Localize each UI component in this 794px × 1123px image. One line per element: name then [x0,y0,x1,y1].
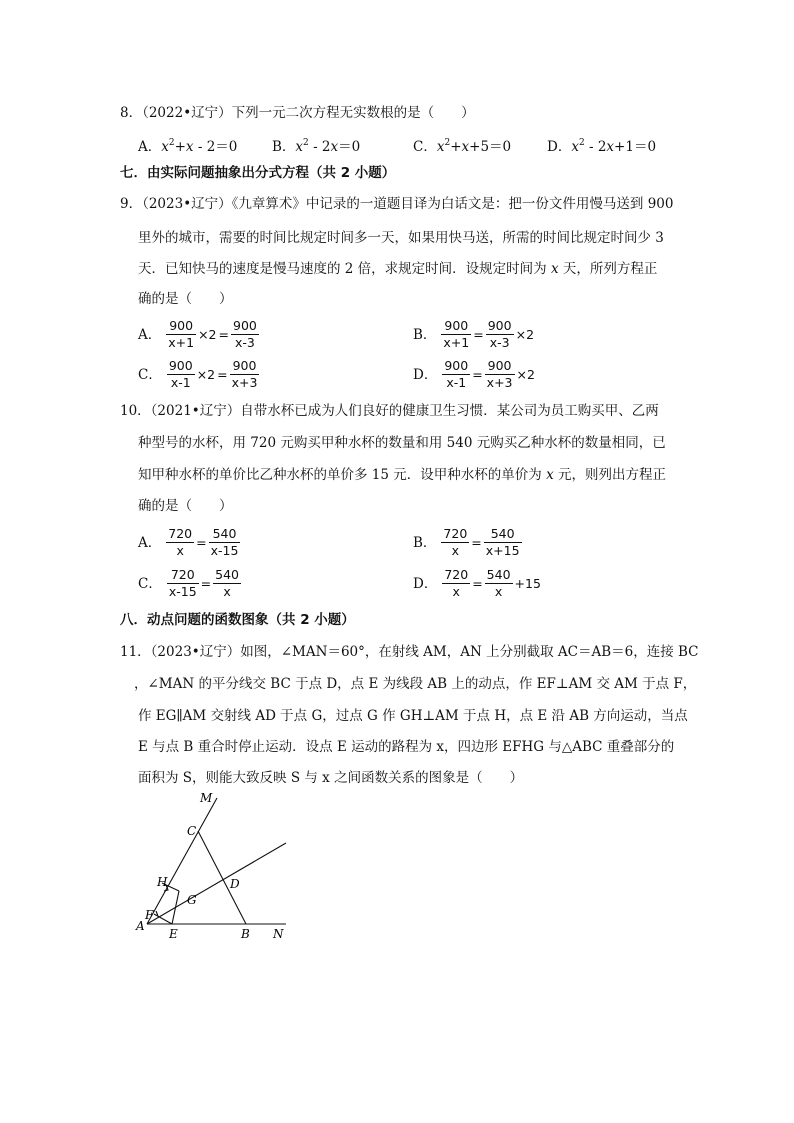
q11-line-4: E 与点 B 重合时停止运动．设点 E 运动的路程为 x，四边形 EFHG 与△ABC 重叠部分的 [138,739,675,755]
label-a: A [136,919,145,933]
label-e: E [169,927,178,941]
q10-option-d: D． $\frac{720}{x}$ = $\frac{540}{x}$ +15 [413,567,541,599]
ray-ad [147,843,286,924]
label-h: H [157,875,168,889]
q10-line-3: 知甲种水杯的单价比乙种水杯的单价多 15 元．设甲种水杯的单价为 x 元，则列出方程正 [138,467,666,483]
segment-eg [172,891,179,924]
label-d: D [230,877,240,891]
q9-option-a: A． $\frac{900}{x+1}$ ×2 = $\frac{900}{x-3}$ [138,318,257,350]
label-n: N [273,927,284,941]
q9-line-3: 天．已知快马的速度是慢马速度的 2 倍，求规定时间．设规定时间为 x 天，所列方程正 [138,261,658,277]
section-8-heading: 八．动点问题的函数图象（共 2 小题） [120,612,355,628]
label-c: C [187,824,197,838]
q9-line-2: 里外的城市，需要的时间比规定时间多一天，如果用快马送，所需的时间比规定时间少 3 [138,230,664,246]
label-f: F [145,908,154,922]
q10-option-c: C． $\frac{720}{x-15}$ = $\frac{540}{x}$ [138,567,240,599]
q9-option-b: B． $\frac{900}{x+1}$ = $\frac{900}{x-3}$ ×2 [413,318,535,350]
q11-line-5: 面积为 S，则能大致反映 S 与 x 之间函数关系的图象是（ ） [138,770,524,786]
q8-option-a: A．$x^2+x - 2=0$ [138,138,238,155]
segment-ef [154,914,172,924]
q10-line-2: 种型号的水杯，用 720 元购买甲种水杯的数量和用 540 元购买乙种水杯的数量相同，已 [138,435,666,451]
q10-option-b: B． $\frac{720}{x}$ = $\frac{540}{x+15}$ [413,526,520,558]
q11-line-2: ，∠MAN 的平分线交 BC 于点 D，点 E 为线段 AB 上的动点，作 EF⊥AM 交 AM 于点 F， [134,676,697,692]
q11-line-3: 作 EG∥AM 交射线 AD 于点 G，过点 G 作 GH⊥AM 于点 H，点 E 沿 AB 方向运动，当点 [138,708,688,724]
section-7-heading: 七．由实际问题抽象出分式方程（共 2 小题） [120,165,396,181]
q9-line-1: 9．（2023•辽宁）《九章算术》中记录的一道题目译为白话文是：把一份文件用慢马送到 900 [120,196,674,212]
q11-line-1: 11．（2023•辽宁）如图，∠MAN＝60°，在射线 AM，AN 上分别截取 AC＝AB＝6，连接 BC [120,644,699,660]
q10-line-1: 10．（2021•辽宁）自带水杯已成为人们良好的健康卫生习惯．某公司为员工购买甲、乙两 [120,403,659,419]
q8-option-c: C．$x^2+x+5=0$ [413,138,512,155]
label-m: M [200,791,213,805]
label-b: B [241,927,250,941]
geometry-figure [130,790,300,950]
q9-line-4: 确的是（ ） [138,291,233,307]
q10-option-a: A． $\frac{720}{x}$ = $\frac{540}{x-15}$ [138,526,239,558]
ray-am [147,798,217,924]
q10-line-4: 确的是（ ） [138,498,233,514]
q8-option-b: B．$x^2 - 2x=0$ [272,138,361,155]
q9-option-d: D． $\frac{900}{x-1}$ = $\frac{900}{x+3}$ ×2 [413,358,535,390]
label-g: G [187,893,197,907]
q8-stem: 8．（2022•辽宁）下列一元二次方程无实数根的是（ ） [120,105,475,121]
q9-option-c: C． $\frac{900}{x-1}$ ×2 = $\frac{900}{x+3}$ [138,358,258,390]
q8-option-d: D．$x^2 - 2x+1=0$ [547,138,657,155]
